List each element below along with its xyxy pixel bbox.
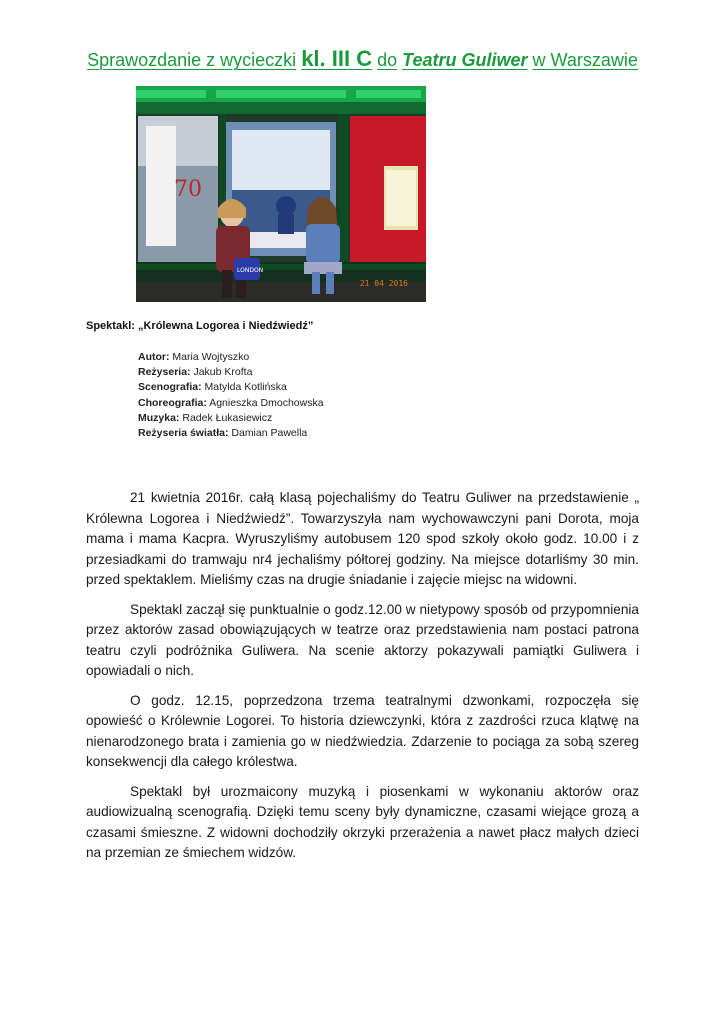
paragraph: O godz. 12.15, poprzedzona trzema teatralnymi dzwonkami, rozpoczęła się opowieść o Królewnie Logorei. To historia dziewczynki, która z zazdrości rzuca klątwę na nienarodzonego brata i zamienia go w niedźwiedzia. Zdarzenie to pociąga za sobą szereg konsekwencji dla całego królestwa. — [86, 692, 639, 769]
title-part-3: do — [377, 50, 398, 70]
credit-music: Muzyka: Radek Łukasiewicz — [138, 411, 273, 424]
paragraph: 21 kwietnia 2016r. całą klasą pojechaliśmy do Teatru Guliwer na przedstawienie „ Królewna Logorea i Niedźwiedź”. Towarzyszyła nam wychowawczyni pani Dorota, moja mama i mama Kacpra. Wyruszyliśmy autobusem 120 spod szkoły około godz. 10.00 i z przesiadkami do tramwaju nr4 jechaliśmy półtorej godziny. Na miejsce dotarliśmy 30 min. przed spektaklem. Mieliśmy czas na drugie śniadanie i zajęcie miejsc na widowni. — [86, 490, 639, 587]
show-heading: Spektakl: „Królewna Logorea i Niedźwiedź” — [86, 320, 314, 332]
credits-list — [138, 350, 324, 441]
credit-lighting: Reżyseria światła: Damian Pawella — [138, 427, 308, 440]
theatre-photo — [136, 86, 426, 302]
credit-choreography: Choreografia: Agnieszka Dmochowska — [138, 396, 324, 409]
photo-date-stamp: 21 04 2016 — [359, 279, 408, 288]
title-part-1: Sprawozdanie z wycieczki — [87, 50, 297, 70]
credit-set-design: Scenografia: Matylda Kotlińska — [138, 381, 287, 394]
title-class-name: kl. III C — [301, 46, 373, 71]
title-theatre-name: Teatru Guliwer — [402, 50, 528, 70]
paragraph: Spektakl zaczął się punktualnie o godz.12.00 w nietypowy sposób od przypomnienia przez aktorów zasad obowiązujących w teatrze oraz przedstawienia nam postaci patrona teatru czyli podróżnika Guliwera. Na scenie aktorzy pokazywali pamiątki Guliwera i opowiadali o nich. — [86, 601, 639, 678]
paragraph: Spektakl był urozmaicony muzyką i piosenkami w wykonaniu aktorów oraz audiowizualną scenografią. Dzięki temu sceny były dynamiczne, czasami wiejące grozą a czasami śmieszne. Z widowni dochodziły okrzyki przerażenia a nawet płacz małych dzieci na przemian ze śmiechem widzów. — [86, 783, 639, 860]
credit-director: Reżyseria: Jakub Krofta — [138, 366, 253, 379]
title-part-5: w Warszawie — [532, 50, 638, 70]
page-title — [0, 46, 725, 72]
sign-number: 70 — [174, 177, 202, 202]
report-body — [86, 488, 639, 873]
bag-label: LONDON — [237, 267, 264, 274]
credit-author: Autor: Maria Wojtyszko — [138, 351, 250, 363]
